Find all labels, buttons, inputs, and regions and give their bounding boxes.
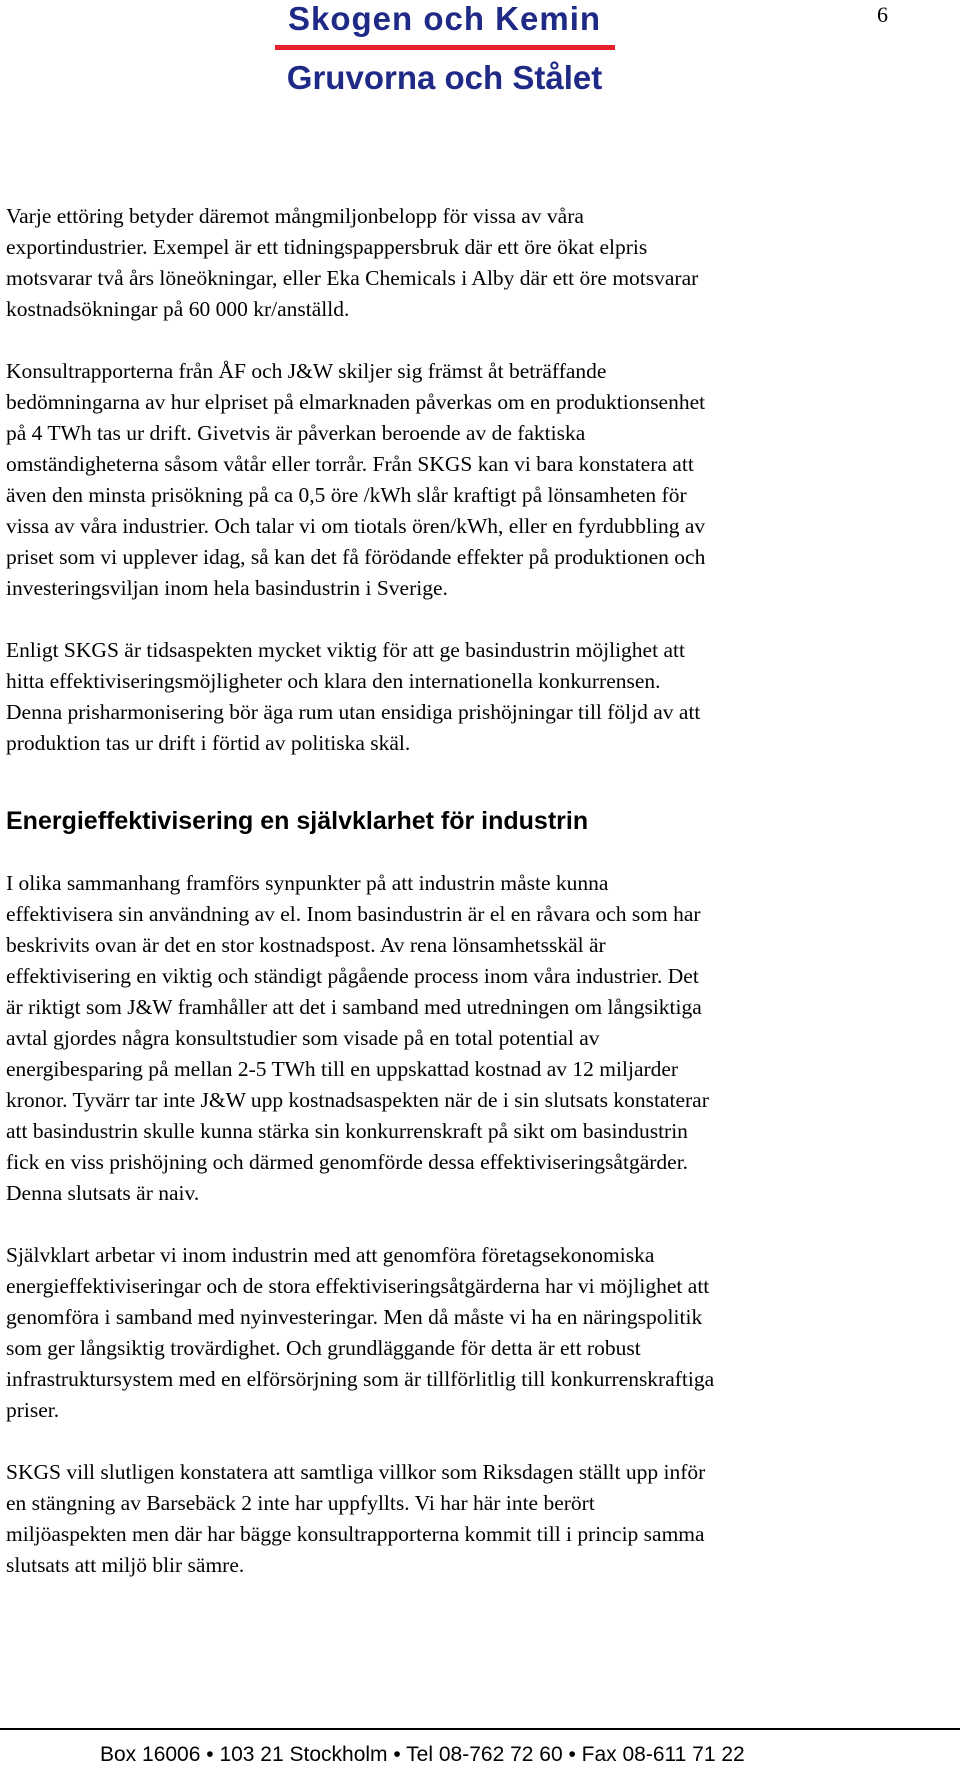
text-line: Självklart arbetar vi inom industrin med att genomföra företagsekonomiska	[6, 1243, 655, 1267]
footer-divider	[0, 1728, 960, 1730]
text-line: Varje ettöring betyder däremot mångmiljonbelopp för vissa av våra	[6, 204, 584, 228]
text-line: på 4 TWh tas ur drift. Givetvis är påverkan beroende av de faktiska	[6, 421, 586, 445]
text-line: genomföra i samband med nyinvesteringar. Men då måste vi ha en näringspolitik	[6, 1305, 703, 1329]
brand-name-top: Skogen och Kemin	[287, 0, 602, 37]
text-line: produktion tas ur drift i förtid av politiska skäl.	[6, 731, 411, 755]
text-line: slutsats att miljö blir sämre.	[6, 1553, 245, 1577]
text-line: I olika sammanhang framförs synpunkter på att industrin måste kunna	[6, 871, 609, 895]
intro-section	[6, 201, 906, 759]
text-line: investeringsviljan inom hela basindustrin i Sverige.	[6, 576, 448, 600]
paragraph	[6, 356, 906, 604]
text-line: kronor. Tyvärr tar inte J&W upp kostnadsaspekten när de i sin slutsats konstaterar	[6, 1088, 709, 1112]
text-line: Denna slutsats är naiv.	[6, 1181, 200, 1205]
text-line: effektivisering en viktig och ständigt pågående process inom våra industrier. Det	[6, 964, 699, 988]
text-line: energieffektiviseringar och de stora effektiviseringsåtgärderna har vi möjlighet att	[6, 1274, 710, 1298]
page-footer	[0, 1728, 960, 1772]
text-line: infrastruktursystem med en elförsörjning som är tillförlitlig till konkurrenskraftiga	[6, 1367, 715, 1391]
text-line: Konsultrapporterna från ÅF och J&W skiljer sig främst åt beträffande	[6, 359, 607, 383]
text-line: SKGS vill slutligen konstatera att samtliga villkor som Riksdagen ställt upp inför	[6, 1460, 706, 1484]
efficiency-section	[6, 868, 906, 1581]
text-line: att basindustrin skulle kunna stärka sin konkurrenskraft på sikt om basindustrin	[6, 1119, 688, 1143]
text-line: vissa av våra industrier. Och talar vi om tiotals ören/kWh, eller en fyrdubbling av	[6, 514, 706, 538]
text-line: exportindustrier. Exempel är ett tidningspappersbruk där ett öre ökat elpris	[6, 235, 648, 259]
paragraph	[6, 1240, 906, 1426]
text-line: som ger långsiktig trovärdighet. Och grundläggande för detta är ett robust	[6, 1336, 641, 1360]
text-line: även den minsta prisökning på ca 0,5 öre /kWh slår kraftigt på lönsamheten för	[6, 483, 687, 507]
text-line: energibesparing på mellan 2-5 TWh till en uppskattad kostnad av 12 miljarder	[6, 1057, 679, 1081]
text-line: kostnadsökningar på 60 000 kr/anställd.	[6, 297, 350, 321]
text-line: priser.	[6, 1398, 60, 1422]
text-line: effektivisera sin användning av el. Inom basindustrin är el en råvara och som har	[6, 902, 701, 926]
footer-contact: Box 16006 • 103 21 Stockholm • Tel 08-762 72 60 • Fax 08-611 71 22	[100, 1743, 745, 1766]
paragraph	[6, 1457, 906, 1581]
text-line: en stängning av Barsebäck 2 inte har uppfyllts. Vi har här inte berört	[6, 1491, 595, 1515]
text-line: hitta effektiviseringsmöjligheter och klara den internationella konkurrensen.	[6, 669, 661, 693]
text-line: bedömningarna av hur elpriset på elmarknaden påverkas om en produktionsenhet	[6, 390, 706, 414]
page-number: 6	[877, 2, 888, 27]
text-line: Enligt SKGS är tidsaspekten mycket viktig för att ge basindustrin möjlighet att	[6, 638, 685, 662]
paragraph	[6, 635, 906, 759]
text-line: är riktigt som J&W framhåller att det i samband med utredningen om långsiktiga	[6, 995, 702, 1019]
section-heading: Energieffektivisering en självklarhet för industrin	[6, 807, 589, 835]
text-line: avtal gjordes några konsultstudier som visade på en total potential av	[6, 1026, 600, 1050]
brand-name-bottom: Gruvorna och Stålet	[286, 59, 603, 96]
paragraph	[6, 868, 906, 1209]
text-line: motsvarar två års löneökningar, eller Eka Chemicals i Alby där ett öre motsvarar	[6, 266, 699, 290]
text-line: miljöaspekten men där har bägge konsultrapporterna kommit till i princip samma	[6, 1522, 705, 1546]
text-line: Denna prisharmonisering bör äga rum utan ensidiga prishöjningar till följd av att	[6, 700, 701, 724]
text-line: omständigheterna såsom våtår eller torrår. Från SKGS kan vi bara konstatera att	[6, 452, 694, 476]
text-line: beskrivits ovan är det en stor kostnadspost. Av rena lönsamhetsskäl är	[6, 933, 606, 957]
text-line: priset som vi upplever idag, så kan det få förödande effekter på produktionen och	[6, 545, 706, 569]
paragraph	[6, 201, 906, 325]
page-header	[0, 0, 960, 110]
text-line: fick en viss prishöjning och därmed genomförde dessa effektiviseringsåtgärder.	[6, 1150, 689, 1174]
document-body	[6, 201, 906, 1612]
brand-divider	[275, 45, 615, 50]
